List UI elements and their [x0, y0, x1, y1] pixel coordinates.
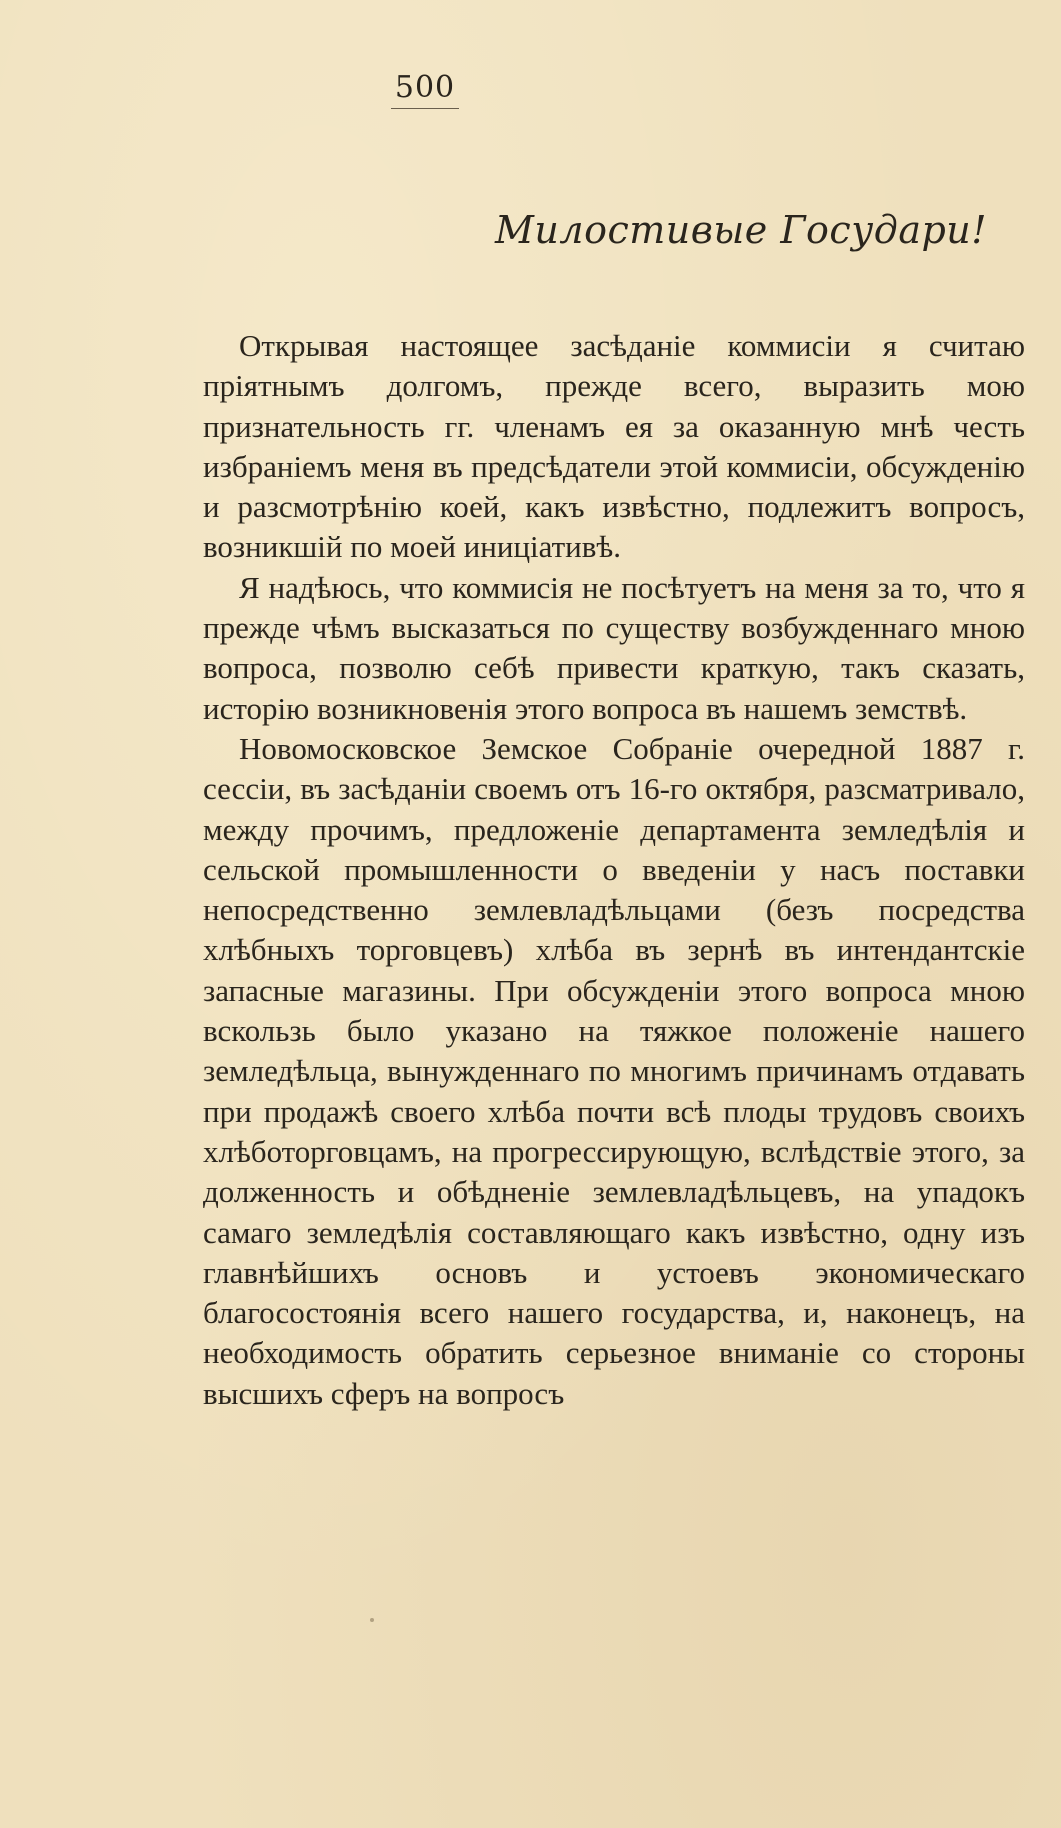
page-heading: Милостивые Государи!	[495, 208, 988, 252]
paragraph-3: Новомосковское Земское Собраніе очередной 1887 г. сессіи, въ засѣданіи своемъ отъ 16-го октября, разсматривало, между прочимъ, предложеніе департамента земледѣлія и сельской промышленности о введеніи у насъ поставки непосредственно землевладѣльцами (безъ посредства хлѣбныхъ торговцевъ) хлѣба въ зернѣ въ интендантскіе запасные магазины. При обсужденіи этого вопроса мною вскользь было указано на тяжкое положеніе нашего земледѣльца, вынужденнаго по многимъ причинамъ отдавать при продажѣ своего хлѣба почти всѣ плоды трудовъ своихъ хлѣботорговцамъ, на прогрессирующую, вслѣдствіе этого, за долженность и обѣдненіе землевладѣльцевъ, на упадокъ самаго земледѣлія составляющаго какъ извѣстно, одну изъ главнѣйшихъ основъ и устоевъ экономическаго благосостоянія всего нашего государства, и, наконецъ, на необходимость обратить серьезное вниманіе со стороны высшихъ сферъ на вопросъ	[203, 730, 1025, 1411]
paragraph-2: Я надѣюсь, что коммисія не посѣтуетъ на меня за то, что я прежде чѣмъ высказаться по существу возбужденнаго мною вопроса, позволю себѣ привести краткую, такъ сказать, исторію возникновенія этого вопроса въ нашемъ земствѣ.	[203, 569, 1025, 726]
print-speck	[370, 1618, 374, 1622]
page-number-text: 500	[391, 71, 459, 109]
body-text	[203, 326, 1025, 1414]
paragraph-1: Открывая настоящее засѣданіе коммисіи я считаю пріятнымъ долгомъ, прежде всего, выразить мою признательность гг. членамъ ея за оказанную мнѣ честь избраніемъ меня въ предсѣдатели этой коммисіи, обсужденію и разсмотрѣнію коей, какъ извѣстно, подлежитъ вопросъ, возникшій по моей иниціативѣ.	[203, 328, 1025, 565]
page-number	[0, 70, 1050, 109]
